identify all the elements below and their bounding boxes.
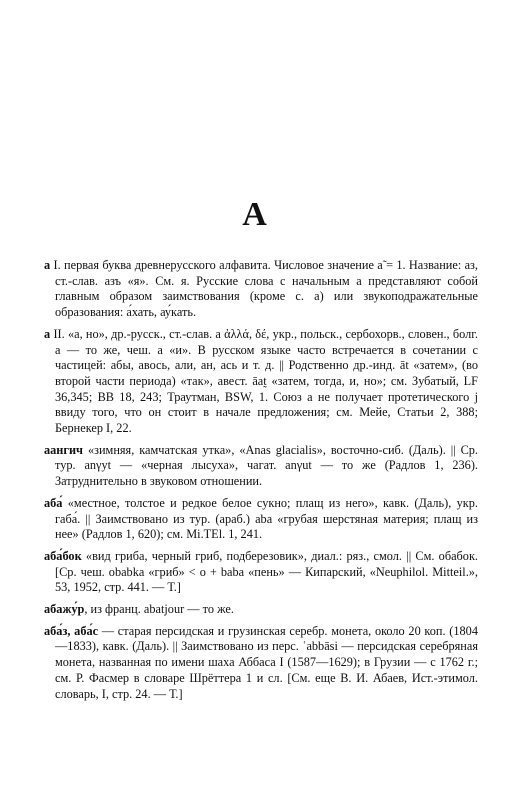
entry-headword: аба́ [44,495,63,510]
entry-text: II. «а, но», др.-русск., ст.-слав. а ἀλλά, δέ, укр., польск., сербохорв., словен., болг. а — то же, чеш. а «и». В русском языке часто встречается в сочетании с частицей: абы, авось, али, ан, ась и т. д. || Родственно др.-инд. āt «затем», (во второй части периода) «так», авест. āat̰ «затем, тогда, и, но»; см. Зубатый, LF 36,345; BB 18, 243; Траутман, BSW, 1. Союз а не получает протетического j ввиду того, что он стоит в начале предложения; см. Мейе, Статьи 2, 388; Бернекер I, 22. [53,326,479,436]
entry-headword: аангич [44,442,83,457]
entry-headword: аба́з, аба́с [44,623,99,638]
entry-a-2 [44,327,478,437]
entry-headword: абажу́р [44,602,85,617]
entry-text: «зимняя, камчатская утка», «Anas glacialis», восточно-сиб. (Даль). || Ср. тур. anγyt — «черная лысуха», чагат. anγut — то же (Радлов 1, 236). Затруднительно в звуковом отношении. [55,442,479,489]
letter-heading: А [242,196,268,233]
entry-headword: аба́бок [44,548,82,563]
entry-text: «местное, толстое и редкое белое сукно; плащ из него», кавк. (Даль), укр. габа́. || Заимствовано из тур. (араб.) aba «грубая шерстяная материя; плащ из нее» (Радлов 1, 620); см. Mi.TEl. 1, 241. [55,495,478,542]
entry-ababok [44,549,478,596]
entries-list [44,258,478,708]
entry-text: «вид гриба, черный гриб, подберезовик», диал.: ряз., смол. || См. обабок. [Ср. чеш. obabka «гриб» < о + baba «пень» — Кипарский, «Neuphilol. Mitteil.», 53, 1952, стр. 441. — Т.] [55,548,479,595]
entry-text: , из франц. abatjour — то же. [84,602,234,617]
entry-headword: а [44,258,51,272]
entry-abaz [44,624,478,703]
entry-a-1 [44,258,478,321]
entry-abazhur [44,602,478,618]
entry-text: — старая персидская и грузинская серебр. монета, около 20 коп. (1804—1833), кавк. (Даль). || Заимствовано из перс. ʿabbāsi — персидская серебряная монета, названная по имени шаха Аббаса I (1587—1629); в Грузии — с 1762 г.; см. Р. Фасмер в словаре Шрёттера 1 и сл. [См. еще В. И. Абаев, Ист.-этимол. словарь, I, стр. 24. — Т.] [55,623,478,701]
entry-headword: а [44,326,51,341]
entry-aangich [44,443,478,490]
entry-text: I. первая буква древнерусского алфавита. Числовое значение а̃ = 1. Название: аз, ст.-слав. азъ «я». См. я. Русские слова с начальным а представляют собой главным образом заимствования (кроме с. а) или звукоподражательные образования: а́хать, ау́кать. [53,258,478,320]
entry-aba [44,496,478,543]
